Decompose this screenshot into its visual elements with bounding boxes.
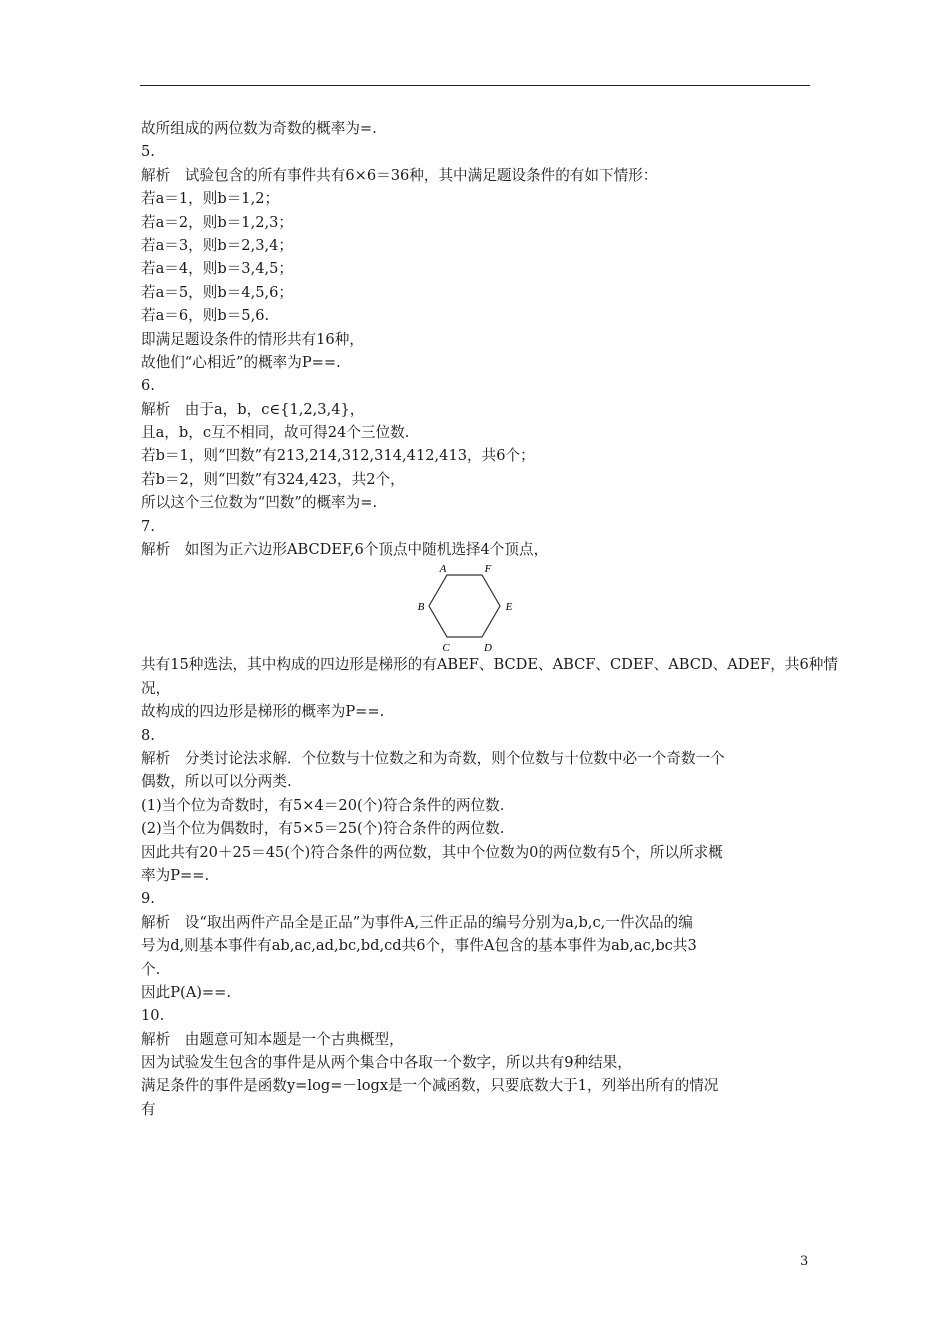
text-line: (1)当个位为奇数时，有5×4＝20(个)符合条件的两位数. [141, 796, 505, 814]
vertex-label-f: F [484, 563, 492, 576]
text-line: 即满足题设条件的情形共有16种， [141, 330, 364, 348]
vertex-label-d: D [484, 642, 492, 655]
text-line: 若a＝5，则b＝4,5,6； [141, 283, 294, 301]
question-number: 7. [141, 517, 155, 535]
question-number: 9. [141, 890, 155, 908]
text-line: 且a，b，c互不相同，故可得24个三位数. [141, 424, 410, 442]
text-line: 共有15种选法，其中构成的四边形是梯形的有ABEF、BCDE、ABCF、CDEF、ABCD、ADEF，共6种情 [141, 656, 838, 674]
hexagon-shape [429, 575, 500, 637]
text-line: 率为P==. [141, 866, 210, 884]
text-line: 有 [141, 1100, 156, 1118]
text-line: 若a＝1，则b＝1,2； [141, 190, 280, 208]
text-line: 因为试验发生包含的事件是从两个集合中各取一个数字，所以共有9种结果， [141, 1054, 632, 1072]
question-number: 6. [141, 377, 155, 395]
text-line: (2)当个位为偶数时，有5×5＝25(个)符合条件的两位数. [141, 820, 505, 838]
text-line: 故构成的四边形是梯形的概率为P==. [141, 703, 385, 721]
header-rule [140, 85, 810, 86]
text-line: 解析 分类讨论法求解．个位数与十位数之和为奇数，则个位数与十位数中必一个奇数一个 [141, 749, 725, 767]
text-line: 若a＝4，则b＝3,4,5； [141, 260, 294, 278]
text-line: 所以这个三位数为“凹数”的概率为=. [141, 494, 378, 512]
text-line: 解析 由于a，b，c∈{1,2,3,4}， [141, 400, 365, 418]
hexagon-diagram [417, 563, 526, 655]
vertex-label-b: B [417, 601, 425, 614]
question-number: 5. [141, 143, 155, 161]
vertex-label-a: A [439, 563, 447, 576]
question-number: 10. [141, 1007, 165, 1025]
text-line: 解析 设“取出两件产品全是正品”为事件A,三件正品的编号分别为a,b,c,一件次品的编 [141, 913, 693, 931]
text-line: 若a＝3，则b＝2,3,4； [141, 236, 294, 254]
vertex-label-c: C [442, 642, 450, 655]
text-line: 因此共有20＋25＝45(个)符合条件的两位数，其中个位数为0的两位数有5个，所以所求概 [141, 843, 723, 861]
text-line: 满足条件的事件是函数y=log=－logx是一个减函数，只要底数大于1，列举出所有的情况 [141, 1077, 719, 1095]
question-number: 8. [141, 726, 155, 744]
text-line: 个. [141, 960, 161, 978]
hexagon-figure [141, 561, 811, 653]
text-line: 若b＝2，则“凹数”有324,423，共2个， [141, 470, 405, 488]
text-line: 若a＝6，则b＝5,6. [141, 307, 270, 325]
text-line: 若b＝1，则“凹数”有213,214,312,314,412,413，共6个； [141, 447, 535, 465]
page-content [141, 117, 838, 1121]
text-line: 偶数，所以可以分两类. [141, 773, 292, 791]
text-line: 若a＝2，则b＝1,2,3； [141, 213, 294, 231]
text-line: 解析 如图为正六边形ABCDEF,6个顶点中随机选择4个顶点， [141, 541, 549, 559]
text-line: 故所组成的两位数为奇数的概率为=. [141, 120, 377, 137]
text-line: 号为d,则基本事件有ab,ac,ad,bc,bd,cd共6个，事件A包含的基本事件为ab,ac,bc共3 [141, 937, 697, 955]
text-line: 解析 试验包含的所有事件共有6×6＝36种，其中满足题设条件的有如下情形： [141, 166, 658, 184]
vertex-label-e: E [505, 601, 513, 614]
text-line: 解析 由题意可知本题是一个古典概型， [141, 1030, 404, 1048]
text-line: 况， [141, 679, 171, 697]
page-number: 3 [800, 1254, 809, 1269]
text-line: 因此P(A)==. [141, 983, 232, 1001]
text-line: 故他们“心相近”的概率为P==. [141, 353, 341, 371]
